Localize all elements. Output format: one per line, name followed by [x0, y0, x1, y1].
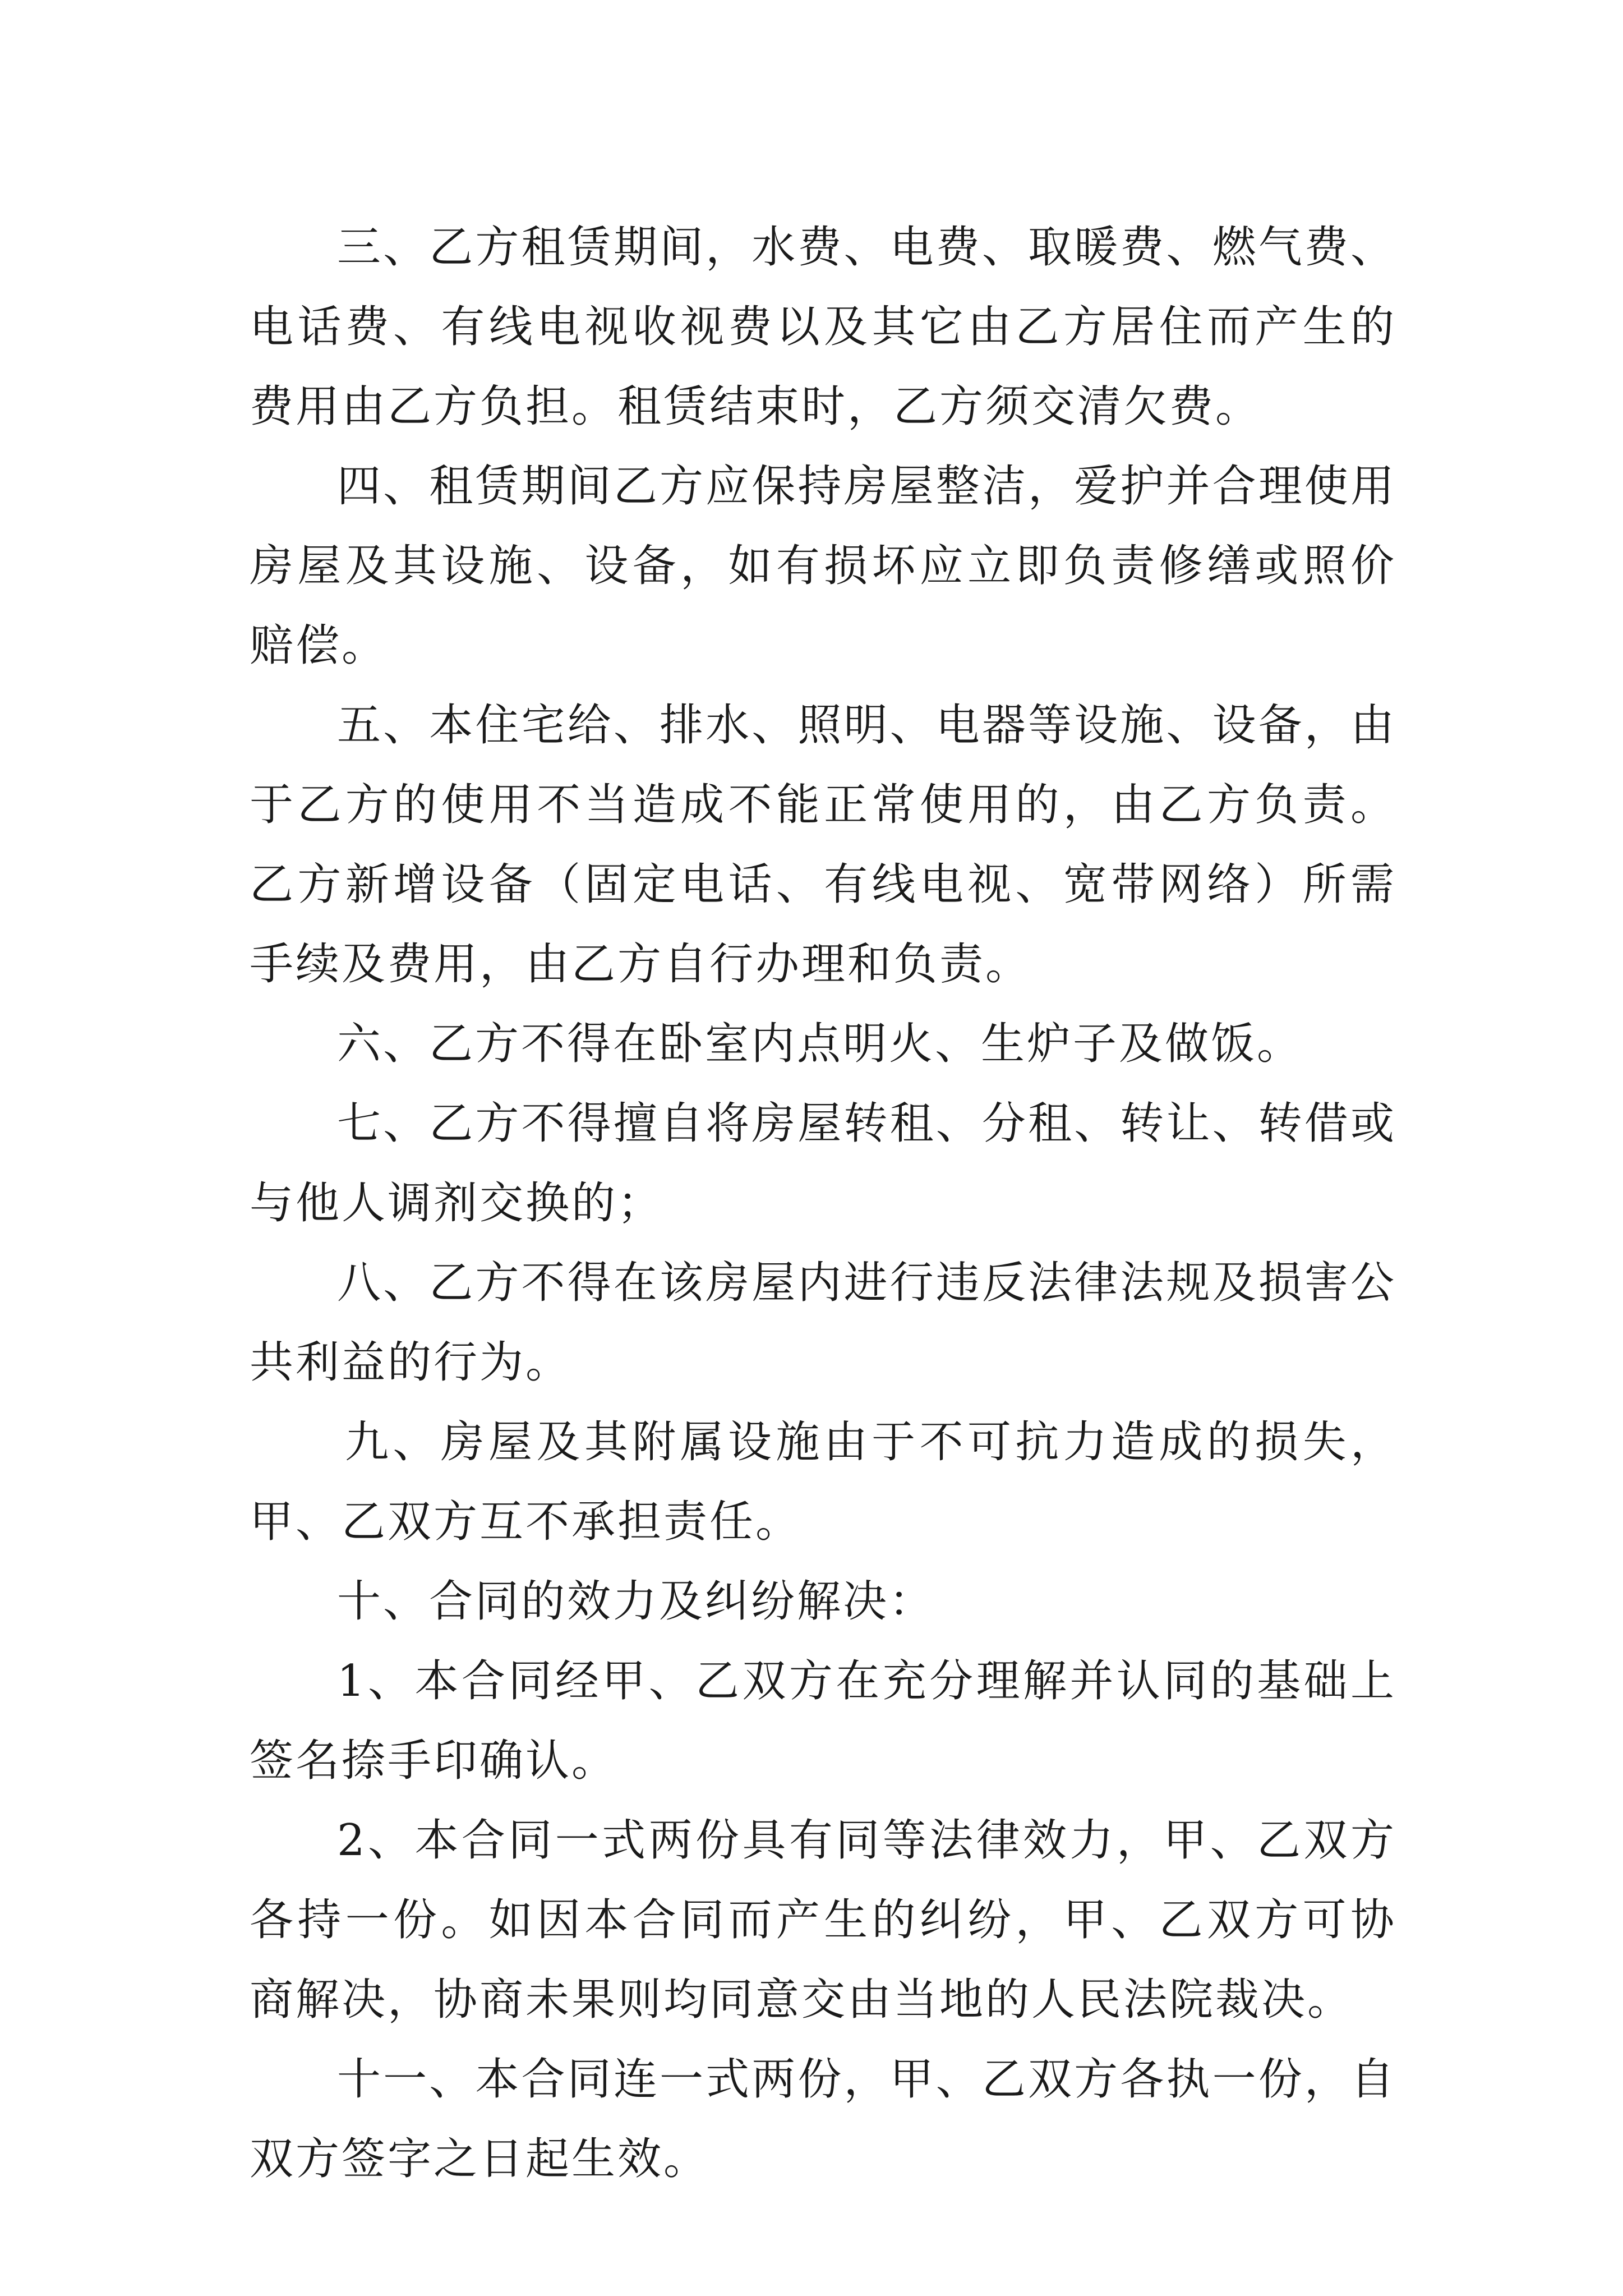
clause-3: 三、乙方租赁期间，水费、电费、取暖费、燃气费、电话费、有线电视收视费以及其它由乙方居住而产生的费用由乙方负担。租赁结束时，乙方须交清欠费。	[250, 222, 1396, 432]
clause-10-item-2: 2、本合同一式两份具有同等法律效力，甲、乙双方各持一份。如因本合同而产生的纠纷，甲、乙双方可协商解决，协商未果则均同意交由当地的人民法院裁决。	[250, 1815, 1396, 2025]
clause-11: 十一、本合同连一式两份，甲、乙双方各执一份，自双方签字之日起生效。	[250, 2054, 1396, 2184]
clause-10-item-1: 1、本合同经甲、乙双方在充分理解并认同的基础上签名捺手印确认。	[250, 1656, 1396, 1786]
clause-4: 四、租赁期间乙方应保持房屋整洁，爱护并合理使用房屋及其设施、设备，如有损坏应立即负责修缮或照价赔偿。	[250, 461, 1396, 671]
clause-5: 五、本住宅给、排水、照明、电器等设施、设备，由于乙方的使用不当造成不能正常使用的，由乙方负责。乙方新增设备（固定电话、有线电视、宽带网络）所需手续及费用，由乙方自行办理和负责。	[250, 700, 1396, 990]
clause-7: 七、乙方不得擅自将房屋转租、分租、转让、转借或与他人调剂交换的；	[250, 1098, 1396, 1228]
clause-6: 六、乙方不得在卧室内点明火、生炉子及做饭。	[337, 1019, 1303, 1069]
clause-8: 八、乙方不得在该房屋内进行违反法律法规及损害公共利益的行为。	[250, 1258, 1396, 1388]
clause-9: 九、房屋及其附属设施由于不可抗力造成的损失，甲、乙双方互不承担责任。	[250, 1417, 1396, 1547]
clause-10: 十、合同的效力及纠纷解决：	[337, 1576, 935, 1627]
contract-body	[250, 208, 1396, 2199]
